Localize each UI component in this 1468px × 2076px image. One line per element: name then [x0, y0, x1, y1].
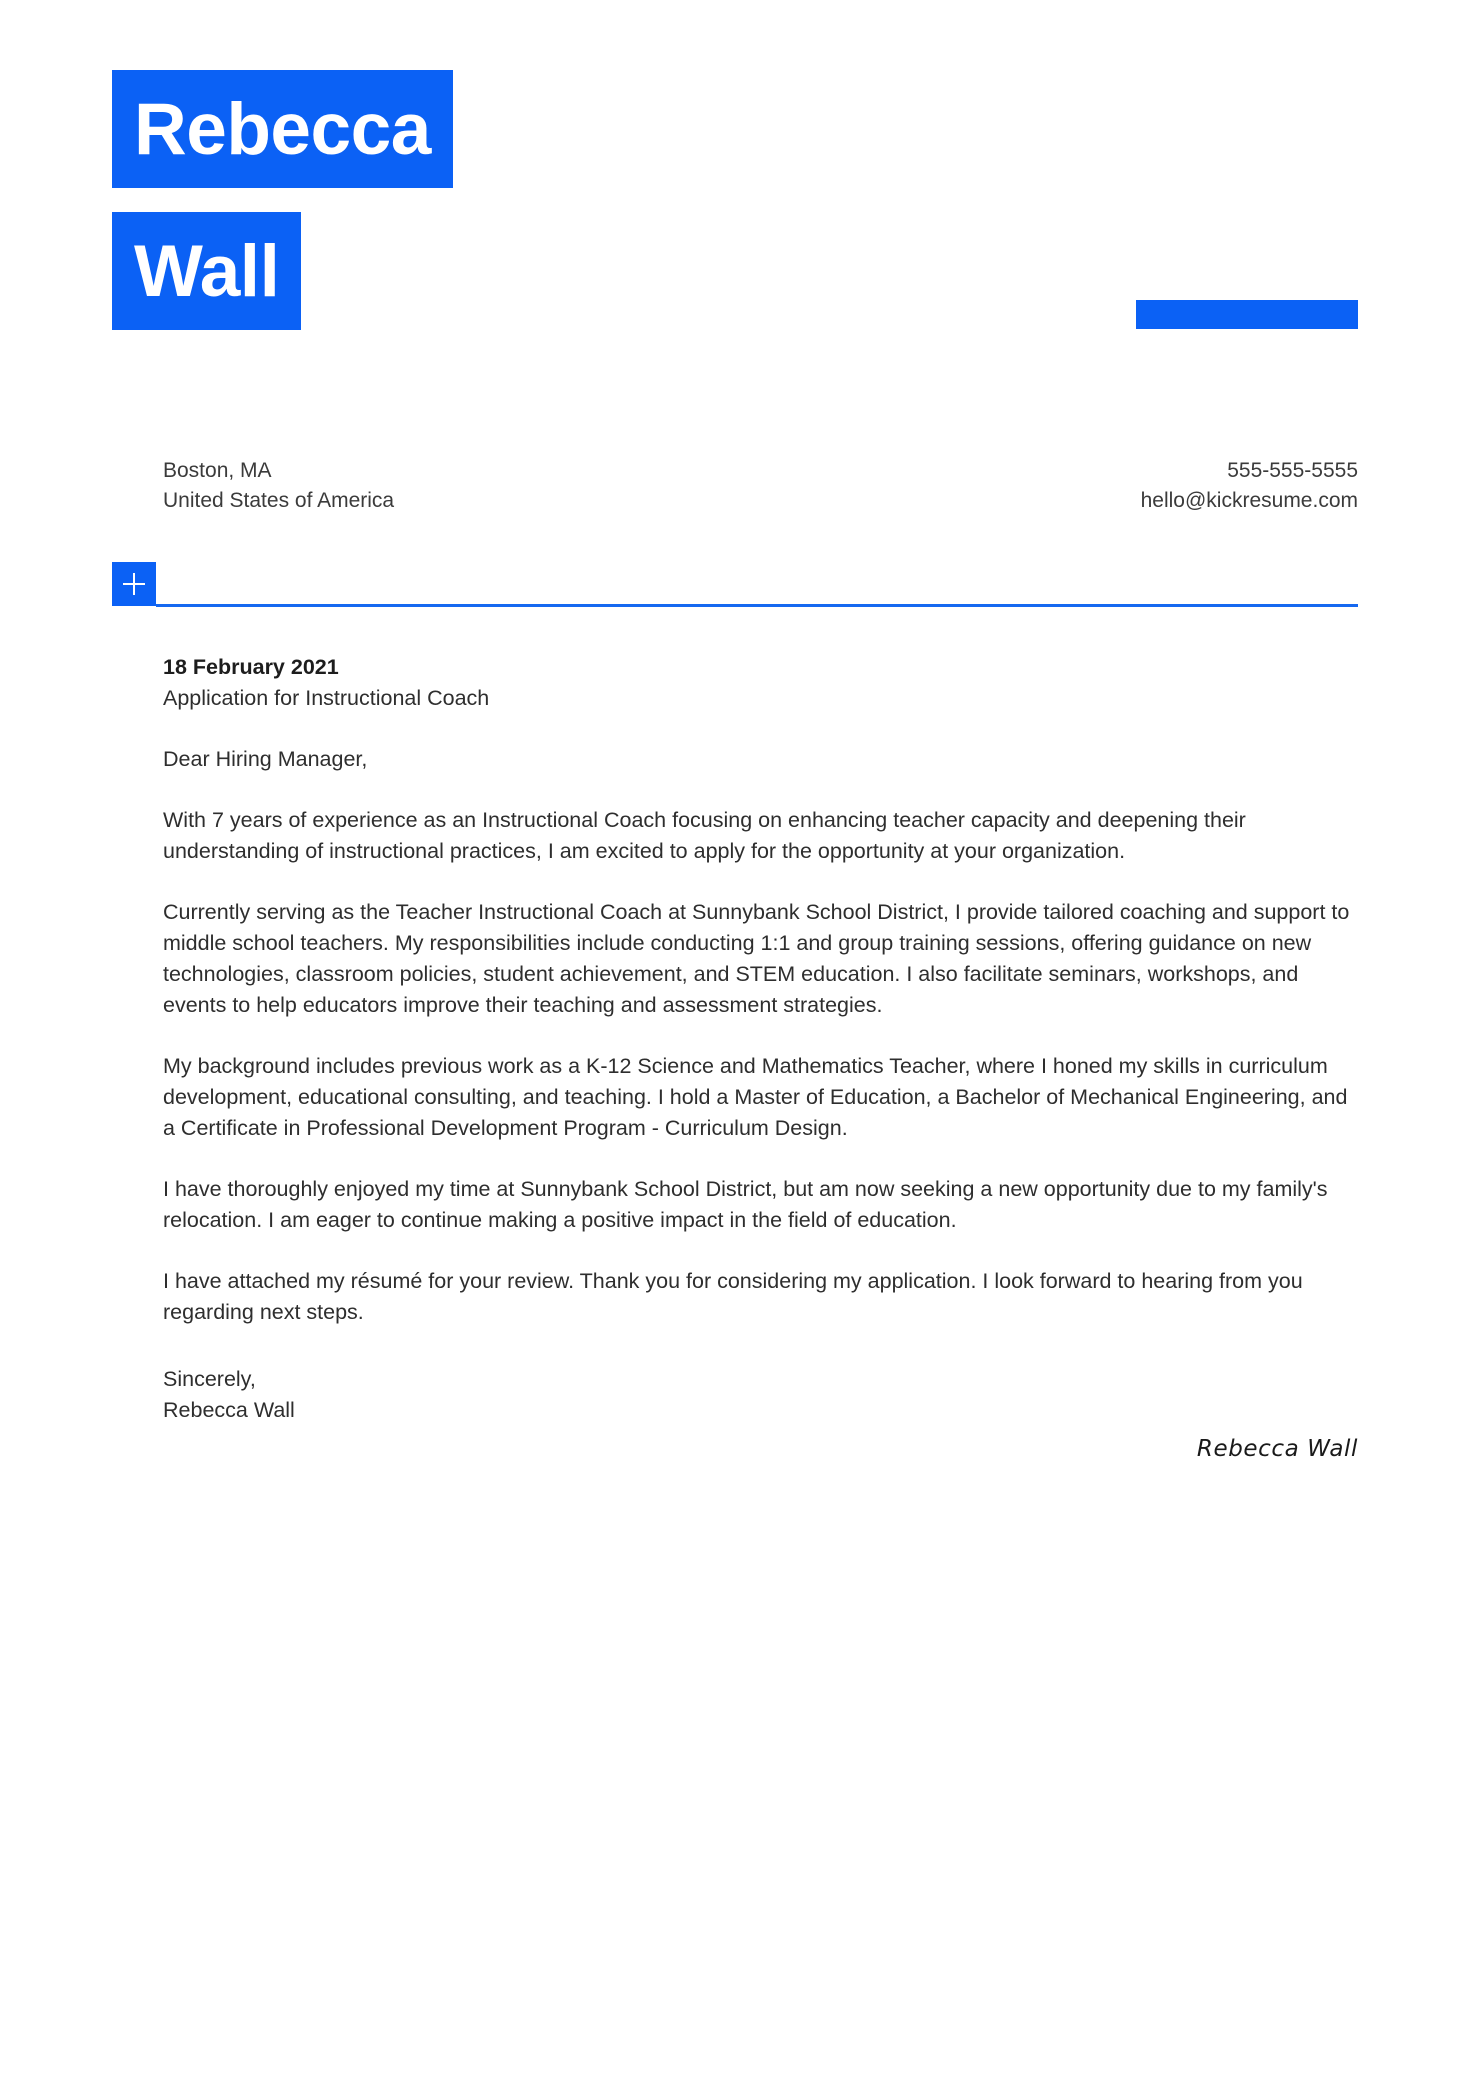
header-accent-bar: [1136, 300, 1358, 329]
letter-closing: [163, 1364, 1360, 1426]
letter-paragraph: My background includes previous work as a K-12 Science and Mathematics Teacher, where I honed my skills in curriculum development, educational consulting, and teaching. I hold a Master of Education, a Bachelor of Mechanical Engineering, and a Certificate in Professional Development Program - Curriculum Design.: [163, 1054, 1348, 1140]
last-name-block: Wall: [112, 212, 301, 330]
contact-phone[interactable]: 555-555-5555: [1227, 459, 1358, 482]
contact-country: United States of America: [163, 489, 395, 512]
plus-icon-vertical-bar: [133, 573, 135, 595]
signature: Rebecca Wall: [1196, 1436, 1358, 1462]
letter-paragraph: With 7 years of experience as an Instructional Coach focusing on enhancing teacher capacity and deepening their understanding of instructional practices, I am excited to apply for the opportunity at your organization.: [163, 808, 1246, 863]
letter-body: [163, 652, 1360, 1426]
letter-subject: Application for Instructional Coach: [163, 686, 490, 710]
letter-paragraph: I have attached my résumé for your review. Thank you for considering my application. I look forward to hearing from you regarding next steps.: [163, 1269, 1303, 1324]
contact-address: [163, 456, 394, 516]
letter-date: 18 February 2021: [163, 655, 339, 679]
closing-salutation: Sincerely,: [163, 1367, 256, 1391]
contact-city: Boston, MA: [163, 459, 272, 482]
letter-salutation: Dear Hiring Manager,: [163, 747, 368, 771]
divider-line: [156, 604, 1358, 607]
contact-email[interactable]: hello@kickresume.com: [1140, 489, 1358, 512]
first-name-block: Rebecca: [112, 70, 453, 188]
contact-row: [163, 456, 1358, 516]
plus-icon: [112, 562, 156, 606]
section-divider: [112, 562, 1358, 608]
closing-name: Rebecca Wall: [163, 1398, 295, 1422]
contact-details: [1141, 456, 1358, 516]
letter-paragraph: I have thoroughly enjoyed my time at Sunnybank School District, but am now seeking a new opportunity due to my family's relocation. I am eager to continue making a positive impact in the field of education.: [163, 1177, 1328, 1232]
letter-paragraph: Currently serving as the Teacher Instructional Coach at Sunnybank School District, I provide tailored coaching and support to middle school teachers. My responsibilities include conducting 1:1 and group training sessions, offering guidance on new technologies, classroom policies, student achievement, and STEM education. I also facilitate seminars, workshops, and events to help educators improve their teaching and assessment strategies.: [163, 900, 1350, 1017]
